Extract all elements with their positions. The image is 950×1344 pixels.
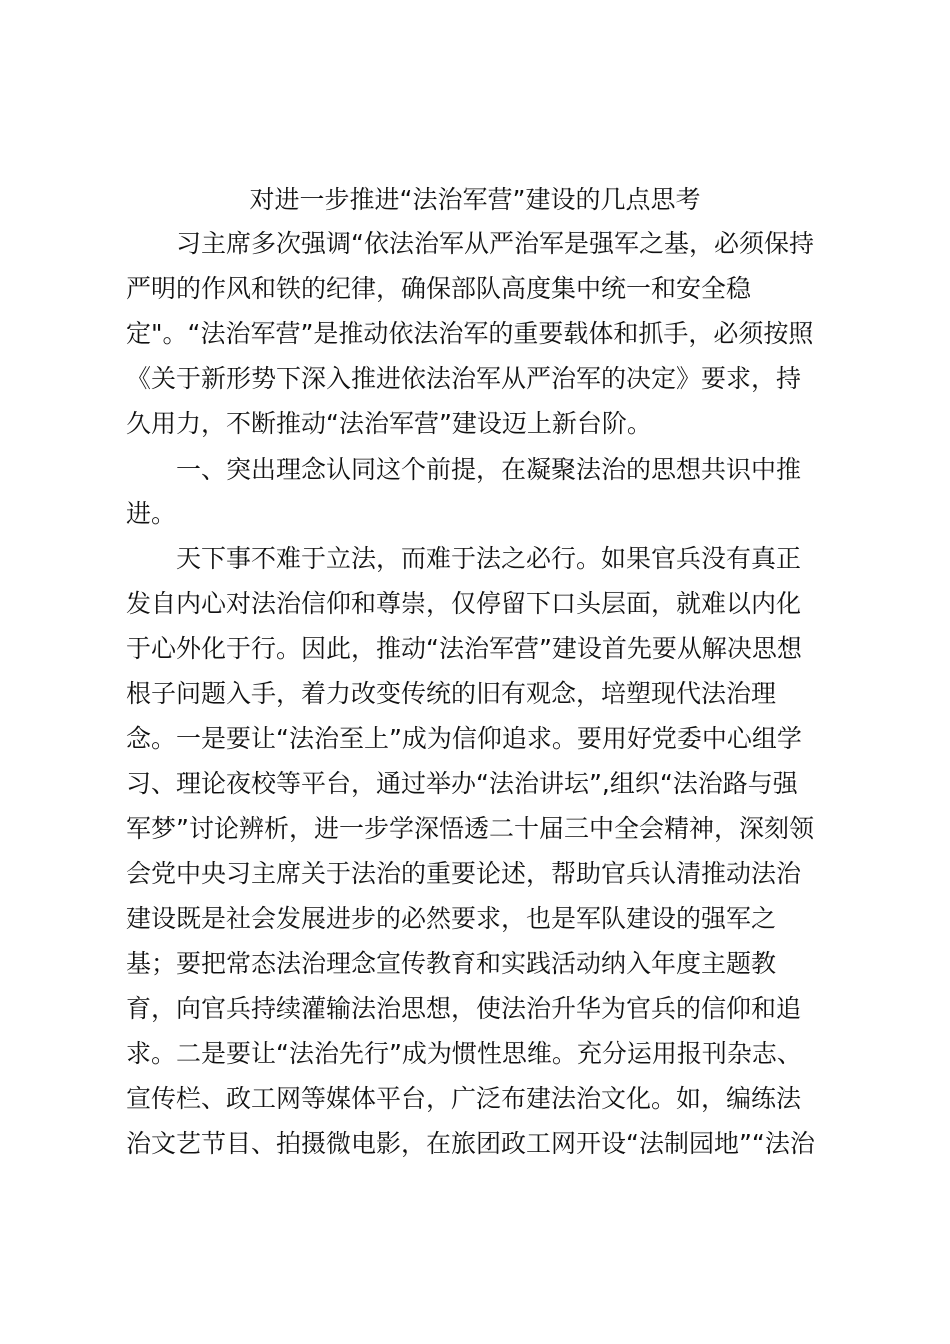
section-heading-line: 进。: [126, 499, 177, 528]
body-line: 于心外化于行。因此，推动“法治军营”建设首先要从解决思想: [126, 634, 802, 663]
body-line: 军梦”讨论辨析，进一步学深悟透二十届三中全会精神，深刻领: [126, 814, 814, 843]
body-line: 求。二是要让“法治先行”成为惯性思维。充分运用报刊杂志、: [126, 1039, 802, 1068]
body-line: 宣传栏、政工网等媒体平台，广泛布建法治文化。如，编练法: [126, 1084, 802, 1113]
body-line: 定"。“法治军营”是推动依法治军的重要载体和抓手，必须按照: [126, 319, 814, 348]
body-line: 建设既是社会发展进步的必然要求，也是军队建设的强军之: [126, 904, 777, 933]
body-line: 育，向官兵持续灌输法治思想，使法治升华为官兵的信仰和追: [126, 994, 802, 1023]
body-line: 久用力，不断推动“法治军营”建设迈上新台阶。: [126, 409, 652, 438]
body-line: 习主席多次强调“依法治军从严治军是强军之基，必须保持: [176, 229, 814, 258]
body-line: 念。一是要让“法治至上”成为信仰追求。要用好党委中心组学: [126, 724, 802, 753]
body-line: 习、理论夜校等平台，通过举办“法治讲坛”,组织“法治路与强: [126, 769, 798, 798]
body-line: 会党中央习主席关于法治的重要论述，帮助官兵认清推动法治: [126, 859, 802, 888]
body-line: 《关于新形势下深入推进依法治军从严治军的决定》要求，持: [126, 364, 802, 393]
body-line: 天下事不难于立法，而难于法之必行。如果官兵没有真正: [176, 544, 802, 573]
body-line: 发自内心对法治信仰和尊崇，仅停留下口头层面，就难以内化: [126, 589, 802, 618]
body-line: 基；要把常态法治理念宣传教育和实践活动纳入年度主题教: [126, 949, 777, 978]
section-heading-line: 一、突出理念认同这个前提，在凝聚法治的思想共识中推: [176, 455, 802, 484]
body-line: 根子问题入手，着力改变传统的旧有观念，培塑现代法治理: [126, 679, 777, 708]
body-line: 治文艺节目、拍摄微电影，在旅团政工网开设“法制园地”“法治: [126, 1129, 815, 1158]
body-line: 严明的作风和铁的纪律，确保部队高度集中统一和安全稳: [126, 274, 752, 303]
document-title: 对进一步推进“法治军营”建设的几点思考: [249, 185, 701, 214]
